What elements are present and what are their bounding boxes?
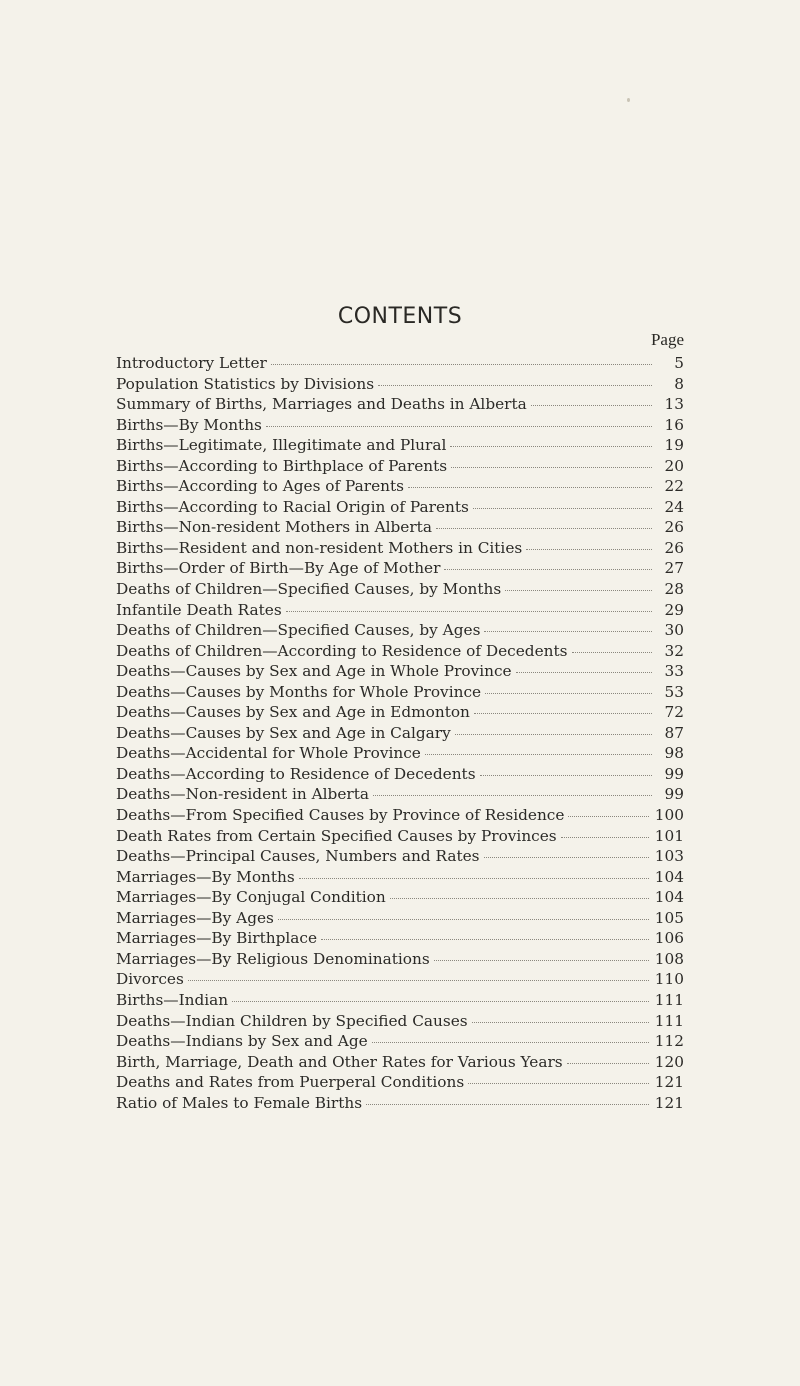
toc-entry-title: Deaths—Causes by Sex and Age in Edmonton	[116, 703, 470, 722]
toc-entry-page: 53	[664, 682, 684, 701]
dot-leader	[278, 918, 649, 920]
toc-entry-title: Marriages—By Birthplace	[116, 929, 318, 948]
toc-entry-title: Deaths—Causes by Sex and Age in Calgary	[116, 723, 451, 742]
toc-entry	[116, 1093, 684, 1114]
dot-leader	[473, 507, 652, 509]
toc-entry-title: Deaths—Accidental for Whole Province	[116, 744, 421, 763]
toc-entry-page: 26	[664, 518, 684, 537]
toc-entry	[116, 867, 684, 888]
toc-entry	[116, 415, 684, 436]
toc-entry	[116, 1031, 684, 1052]
toc-entry-page: 72	[664, 703, 684, 722]
toc-entry-title: Deaths—Indians by Sex and Age	[116, 1032, 368, 1051]
toc-entry	[116, 579, 684, 600]
dot-leader	[450, 445, 652, 447]
dot-leader	[373, 794, 652, 796]
toc-entry	[116, 620, 684, 641]
toc-entry-page: 100	[654, 806, 684, 825]
toc-entry-page: 26	[664, 538, 684, 557]
toc-entry-title: Summary of Births, Marriages and Deaths in Alberta	[116, 395, 527, 414]
toc-entry-title: Infantile Death Rates	[116, 600, 282, 619]
toc-entry	[116, 826, 684, 847]
toc-entry	[116, 990, 684, 1011]
toc-entry-title: Deaths of Children—Specified Causes, by Months	[116, 580, 502, 599]
table-of-contents	[116, 353, 684, 1113]
dot-leader	[568, 815, 648, 817]
toc-entry-page: 106	[654, 929, 684, 948]
toc-entry-title: Ratio of Males to Female Births	[116, 1093, 363, 1112]
toc-entry-page: 28	[664, 580, 684, 599]
toc-entry-page: 13	[664, 395, 684, 414]
toc-entry-title: Deaths—According to Residence of Decedents	[116, 764, 476, 783]
dot-leader	[484, 856, 649, 858]
dot-leader	[474, 712, 652, 714]
toc-entry	[116, 969, 684, 990]
dot-leader	[299, 877, 649, 879]
toc-entry	[116, 846, 684, 867]
toc-entry-page: 29	[664, 600, 684, 619]
toc-entry	[116, 1072, 684, 1093]
toc-entry-title: Births—According to Ages of Parents	[116, 477, 404, 496]
toc-entry	[116, 456, 684, 477]
toc-entry-page: 30	[664, 621, 684, 640]
dot-leader	[484, 630, 652, 632]
toc-entry	[116, 476, 684, 497]
toc-entry-page: 99	[664, 785, 684, 804]
toc-entry-title: Deaths of Children—Specified Causes, by Ages	[116, 621, 481, 640]
dot-leader	[572, 651, 653, 653]
dot-leader	[444, 568, 652, 570]
toc-entry	[116, 928, 684, 949]
dot-leader	[321, 938, 649, 940]
dot-leader	[526, 548, 652, 550]
dot-leader	[561, 836, 649, 838]
toc-entry-page: 104	[654, 888, 684, 907]
toc-entry-title: Deaths—Principal Causes, Numbers and Rates	[116, 847, 480, 866]
dot-leader	[436, 527, 652, 529]
toc-entry-page: 32	[664, 641, 684, 660]
dot-leader	[378, 384, 652, 386]
toc-entry-title: Deaths—Causes by Months for Whole Province	[116, 682, 482, 701]
toc-entry	[116, 743, 684, 764]
dot-leader	[188, 979, 649, 981]
toc-entry	[116, 435, 684, 456]
dot-leader	[232, 1000, 649, 1002]
toc-entry-page: 98	[664, 744, 684, 763]
toc-entry	[116, 394, 684, 415]
toc-entry-title: Death Rates from Certain Specified Causes by Provinces	[116, 826, 557, 845]
dot-leader	[271, 363, 652, 365]
toc-entry-title: Births—Resident and non-resident Mothers in Cities	[116, 538, 523, 557]
toc-entry-title: Marriages—By Ages	[116, 908, 274, 927]
toc-entry-title: Marriages—By Religious Denominations	[116, 949, 430, 968]
dot-leader	[505, 589, 652, 591]
toc-entry	[116, 600, 684, 621]
dot-leader	[472, 1021, 649, 1023]
toc-entry-title: Births—Indian	[116, 990, 229, 1009]
toc-entry-title: Marriages—By Conjugal Condition	[116, 888, 386, 907]
toc-entry	[116, 558, 684, 579]
dot-leader	[434, 959, 649, 961]
toc-entry	[116, 1052, 684, 1073]
dot-leader	[468, 1082, 649, 1084]
dot-leader	[266, 425, 652, 427]
toc-entry-page: 104	[654, 867, 684, 886]
toc-entry-page: 99	[664, 764, 684, 783]
toc-entry-title: Marriages—By Months	[116, 867, 295, 886]
dot-leader	[567, 1062, 649, 1064]
toc-entry-title: Deaths and Rates from Puerperal Conditions	[116, 1073, 465, 1092]
dot-leader	[516, 671, 652, 673]
toc-entry-page: 5	[674, 354, 684, 372]
toc-entry-title: Births—According to Birthplace of Parents	[116, 456, 448, 475]
toc-entry-title: Deaths—Causes by Sex and Age in Whole Province	[116, 662, 512, 681]
toc-entry	[116, 887, 684, 908]
toc-entry	[116, 641, 684, 662]
toc-entry-page: 112	[654, 1032, 684, 1051]
toc-entry-page: 16	[664, 415, 684, 434]
toc-entry-page: 8	[674, 374, 684, 393]
toc-entry-page: 105	[654, 908, 684, 927]
toc-entry	[116, 764, 684, 785]
toc-entry-page: 120	[654, 1052, 684, 1071]
toc-entry	[116, 374, 684, 395]
toc-entry-title: Deaths—Indian Children by Specified Causes	[116, 1011, 468, 1030]
toc-entry-title: Divorces	[116, 970, 184, 989]
dot-leader	[531, 404, 652, 406]
toc-entry	[116, 805, 684, 826]
toc-entry	[116, 908, 684, 929]
toc-entry-title: Deaths—From Specified Causes by Province of Residence	[116, 806, 565, 825]
toc-entry-page: 103	[654, 847, 684, 866]
toc-entry	[116, 723, 684, 744]
toc-entry-page: 33	[664, 662, 684, 681]
toc-entry	[116, 353, 684, 374]
toc-entry	[116, 702, 684, 723]
toc-entry-page: 110	[654, 970, 684, 989]
toc-entry	[116, 682, 684, 703]
toc-entry-title: Births—Legitimate, Illegitimate and Plural	[116, 436, 447, 455]
toc-entry-title: Population Statistics by Divisions	[116, 374, 375, 393]
dot-leader	[408, 486, 652, 488]
toc-entry-page: 121	[654, 1093, 684, 1112]
toc-entry-page: 121	[654, 1073, 684, 1092]
dot-leader	[286, 610, 652, 612]
toc-entry-page: 24	[664, 497, 684, 516]
toc-entry-title: Birth, Marriage, Death and Other Rates for Various Years	[116, 1052, 563, 1071]
toc-entry-page: 101	[654, 826, 684, 845]
toc-entry-page: 19	[664, 436, 684, 455]
toc-entry	[116, 497, 684, 518]
toc-entry-page: 111	[654, 1011, 684, 1030]
toc-entry-title: Births—By Months	[116, 415, 262, 434]
contents-title: CONTENTS	[337, 304, 463, 329]
toc-entry-title: Births—Order of Birth—By Age of Mother	[116, 559, 441, 578]
dot-leader	[390, 897, 649, 899]
toc-entry-page: 20	[664, 456, 684, 475]
toc-entry-page: 108	[654, 949, 684, 968]
toc-entry-title: Deaths—Non-resident in Alberta	[116, 785, 369, 804]
page-column-label: Page	[650, 330, 684, 349]
toc-entry	[116, 784, 684, 805]
toc-entry-page: 22	[664, 477, 684, 496]
toc-entry-page: 111	[654, 990, 684, 1009]
dot-leader	[451, 466, 652, 468]
dot-leader	[425, 753, 652, 755]
toc-entry-title: Deaths of Children—According to Residence of Decedents	[116, 641, 568, 660]
dot-leader	[480, 774, 652, 776]
toc-entry-title: Births—According to Racial Origin of Parents	[116, 497, 469, 516]
toc-entry	[116, 661, 684, 682]
toc-entry-page: 87	[664, 723, 684, 742]
dot-leader	[455, 733, 652, 735]
dot-leader	[485, 692, 652, 694]
toc-entry-title: Births—Non-resident Mothers in Alberta	[116, 518, 432, 537]
paper-speck	[627, 98, 630, 102]
toc-entry	[116, 1011, 684, 1032]
toc-entry	[116, 949, 684, 970]
dot-leader	[372, 1041, 649, 1043]
dot-leader	[366, 1103, 649, 1105]
toc-entry-page: 27	[664, 559, 684, 578]
toc-entry-title: Introductory Letter	[116, 354, 267, 372]
toc-entry	[116, 538, 684, 559]
toc-entry	[116, 517, 684, 538]
